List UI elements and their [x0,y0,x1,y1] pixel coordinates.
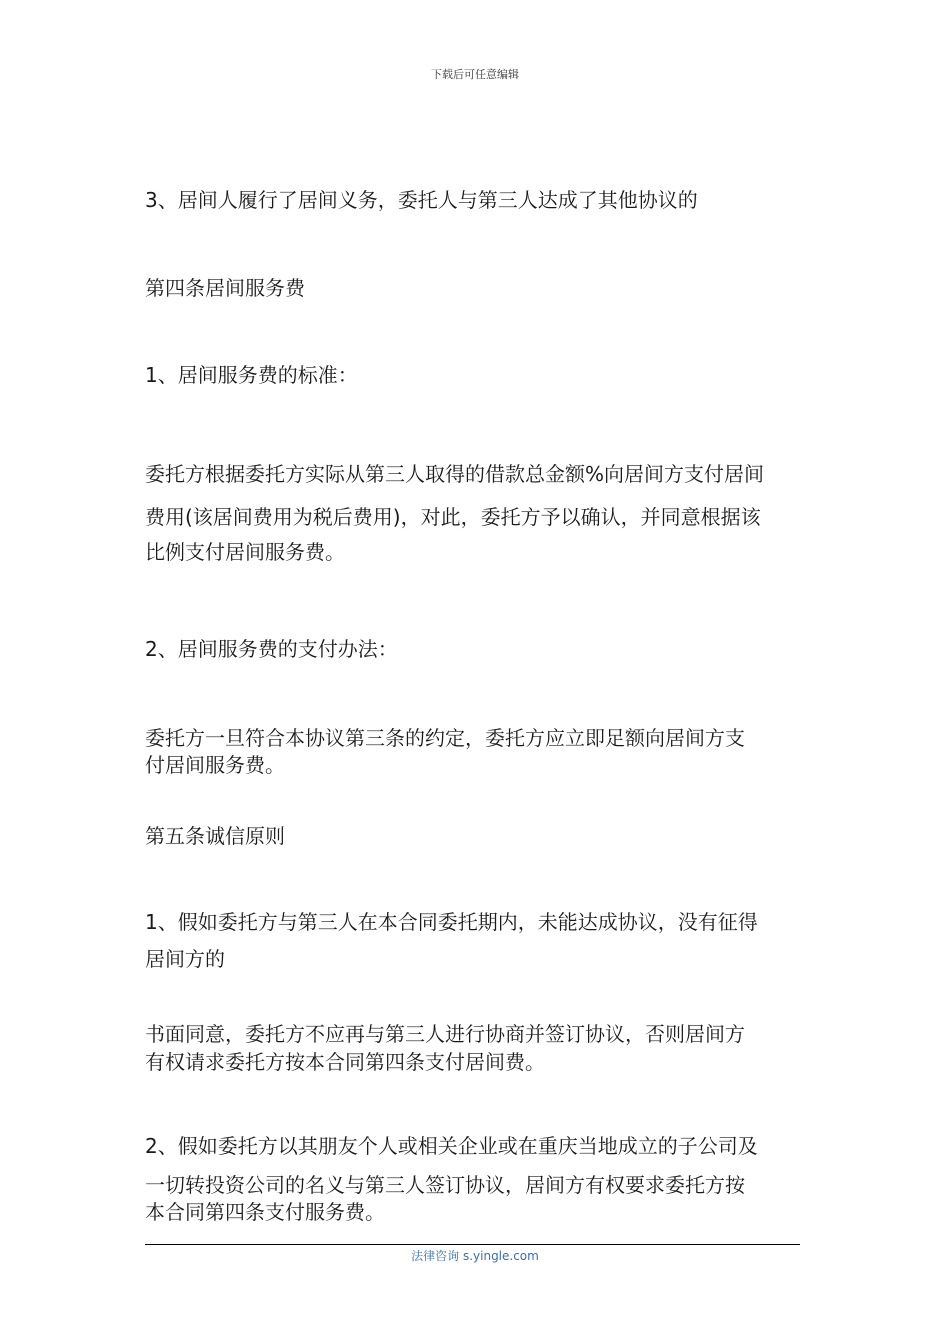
text-line: 居间方的 [145,947,225,971]
text-line: 比例支付居间服务费。 [145,540,345,564]
text-line: 有权请求委托方按本合同第四条支付居间费。 [145,1050,545,1074]
paragraph-good-faith-1 [145,908,810,973]
paragraph-good-faith-2 [145,1132,810,1226]
paragraph-payment-method-heading: 2、居间服务费的支付办法： [145,637,398,661]
text-line: 2、假如委托方以其朋友个人或相关企业或在重庆当地成立的子公司及 [145,1134,758,1158]
footer-divider [145,1244,800,1245]
text-line: 1、假如委托方与第三人在本合同委托期内，未能达成协议，没有征得 [145,910,758,934]
section-heading-article-5: 第五条诚信原则 [145,824,285,848]
paragraph-good-faith-1-cont [145,1020,810,1076]
text-line: 委托方一旦符合本协议第三条的约定，委托方应立即足额向居间方支 [145,726,745,750]
text-line: 付居间服务费。 [145,753,285,777]
paragraph-fee-standard [145,460,810,566]
text-line: 费用(该居间费用为税后费用)，对此，委托方予以确认，并同意根据该 [145,505,761,529]
section-heading-article-4: 第四条居间服务费 [145,276,305,300]
text-line: 本合同第四条支付服务费。 [145,1200,385,1224]
text-line: 书面同意，委托方不应再与第三人进行协商并签订协议，否则居间方 [145,1022,745,1046]
paragraph-fee-standard-heading: 1、居间服务费的标准： [145,363,358,387]
text-line: 一切转投资公司的名义与第三人签订协议，居间方有权要求委托方按 [145,1173,745,1197]
footer-link[interactable]: 法律咨询 s.yingle.com [411,1249,539,1263]
page-header: 下载后可任意编辑 [431,68,519,81]
text-line: 委托方根据委托方实际从第三人取得的借款总金额%向居间方支付居间 [145,462,765,486]
paragraph-payment-method [145,724,810,779]
paragraph-clause-3: 3、居间人履行了居间义务，委托人与第三人达成了其他协议的 [145,188,698,212]
